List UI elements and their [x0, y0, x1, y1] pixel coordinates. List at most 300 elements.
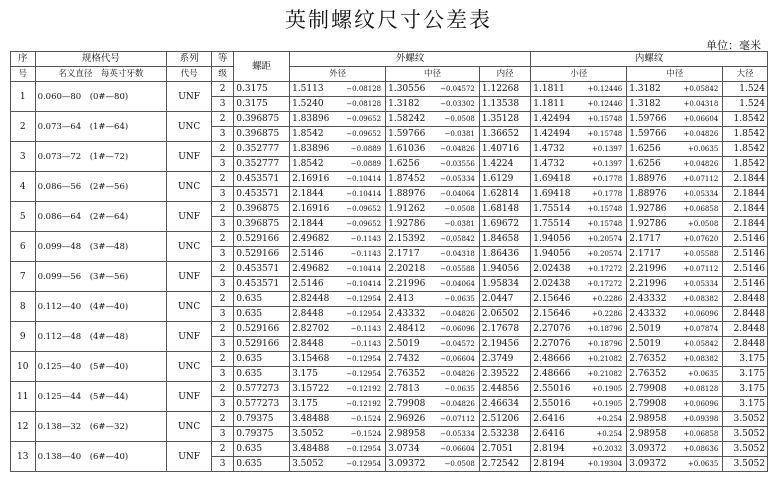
ext-minor-cell: 1.4224 — [479, 157, 530, 172]
series-code: UNF — [167, 442, 212, 472]
table-row — [11, 292, 768, 307]
series-code: UNC — [167, 412, 212, 442]
int-pitch-cell — [627, 337, 723, 352]
ext-minor-cell: 2.44856 — [479, 382, 530, 397]
ext-pitch-cell — [386, 292, 480, 307]
int-pitch-cell — [627, 442, 723, 457]
ext-pitch-cell — [386, 172, 480, 187]
int-pitch-tolerance: +0.08128 — [683, 385, 719, 393]
ext-pitch-value: 1.61036 — [388, 144, 426, 154]
int-minor-tolerance: +0.1397 — [591, 160, 623, 168]
spec-code: 0.112—48 (4#—48) — [35, 322, 167, 352]
int-pitch-cell — [627, 187, 723, 202]
int-minor-cell — [531, 112, 627, 127]
int-pitch-value: 1.88976 — [629, 189, 667, 199]
row-number: 10 — [11, 352, 36, 382]
pitch-cell: 0.529166 — [234, 322, 290, 337]
grade-cell: 3 — [211, 337, 233, 352]
int-minor-tolerance: +0.20574 — [587, 250, 623, 258]
pitch-cell: 0.79375 — [234, 412, 290, 427]
int-minor-tolerance: +0.254 — [596, 430, 623, 438]
ext-pitch-tolerance: −0.04826 — [440, 310, 475, 318]
ext-major-cell — [290, 427, 386, 442]
table-row — [11, 142, 768, 157]
int-minor-value: 2.27076 — [533, 324, 571, 334]
table-row — [11, 82, 768, 97]
ext-major-value: 2.49682 — [292, 234, 330, 244]
ext-pitch-cell — [386, 112, 480, 127]
ext-pitch-cell — [386, 397, 480, 412]
header-ext-major: 外径 — [290, 67, 386, 82]
int-pitch-tolerance: +0.06604 — [683, 115, 719, 123]
int-major-cell: 2.1844 — [723, 187, 768, 202]
ext-major-tolerance: −0.1143 — [350, 235, 382, 243]
ext-major-tolerance: −0.09652 — [346, 205, 382, 213]
int-pitch-tolerance: +0.09398 — [683, 415, 719, 423]
ext-minor-cell: 1.36652 — [479, 127, 530, 142]
int-major-cell: 1.8542 — [723, 142, 768, 157]
ext-major-cell — [290, 457, 386, 472]
int-minor-tolerance: +0.15748 — [587, 205, 623, 213]
ext-major-value: 3.15722 — [292, 384, 330, 394]
series-code: UNC — [167, 232, 212, 262]
grade-cell: 3 — [211, 217, 233, 232]
ext-major-value: 2.5146 — [292, 279, 324, 289]
int-minor-tolerance: +0.18796 — [587, 340, 623, 348]
header-series-2: 代号 — [167, 67, 212, 82]
int-pitch-value: 1.59766 — [629, 114, 667, 124]
int-minor-cell — [531, 337, 627, 352]
grade-cell: 2 — [211, 232, 233, 247]
pitch-cell: 0.352777 — [234, 142, 290, 157]
pitch-cell: 0.396875 — [234, 127, 290, 142]
unit-label: 单位：毫米 — [706, 39, 761, 52]
ext-major-cell — [290, 202, 386, 217]
ext-major-value: 1.8542 — [292, 159, 324, 169]
spec-code: 0.138—32 (6#—32) — [35, 412, 167, 442]
int-pitch-value: 1.6256 — [629, 159, 661, 169]
ext-pitch-cell — [386, 457, 480, 472]
int-pitch-tolerance: +0.05334 — [683, 190, 719, 198]
spec-code: 0.073—72 (1#—72) — [35, 142, 167, 172]
int-major-cell: 2.5146 — [723, 232, 768, 247]
ext-major-cell — [290, 397, 386, 412]
ext-major-cell — [290, 127, 386, 142]
table-row — [11, 442, 768, 457]
ext-pitch-tolerance: −0.04064 — [440, 190, 475, 198]
spec-code: 0.125—44 (5#—44) — [35, 382, 167, 412]
ext-pitch-value: 2.79908 — [388, 399, 426, 409]
ext-major-value: 1.83896 — [292, 144, 330, 154]
int-minor-cell — [531, 157, 627, 172]
int-minor-cell — [531, 127, 627, 142]
ext-pitch-tolerance: −0.05842 — [440, 235, 475, 243]
int-pitch-value: 2.98958 — [629, 414, 667, 424]
spec-code: 0.086—56 (2#—56) — [35, 172, 167, 202]
int-minor-cell — [531, 352, 627, 367]
int-pitch-value: 2.5019 — [629, 324, 661, 334]
int-major-cell: 1.8542 — [723, 112, 768, 127]
ext-major-value: 2.5146 — [292, 249, 324, 259]
int-minor-tolerance: +0.1905 — [591, 385, 623, 393]
int-pitch-tolerance: +0.0635 — [687, 145, 719, 153]
ext-pitch-tolerance: −0.05334 — [440, 175, 475, 183]
ext-minor-cell: 1.94056 — [479, 262, 530, 277]
int-pitch-cell — [627, 142, 723, 157]
ext-pitch-tolerance: −0.05334 — [440, 430, 475, 438]
int-pitch-tolerance: +0.05842 — [683, 340, 719, 348]
int-pitch-tolerance: +0.0635 — [687, 460, 719, 468]
ext-pitch-value: 1.87452 — [388, 174, 426, 184]
spec-code: 0.138—40 (6#—40) — [35, 442, 167, 472]
series-code: UNC — [167, 292, 212, 322]
ext-pitch-cell — [386, 247, 480, 262]
ext-pitch-value: 2.76352 — [388, 369, 426, 379]
page-title: 英制螺纹尺寸公差表 — [285, 8, 492, 32]
int-minor-tolerance: +0.15748 — [587, 220, 623, 228]
ext-major-tolerance: −0.0889 — [350, 145, 382, 153]
ext-minor-cell: 2.06502 — [479, 307, 530, 322]
header-ext-pitch: 中径 — [386, 67, 480, 82]
grade-cell: 2 — [211, 412, 233, 427]
int-major-cell: 1.8542 — [723, 127, 768, 142]
ext-pitch-value: 1.59766 — [388, 129, 426, 139]
int-major-cell: 2.8448 — [723, 307, 768, 322]
header-seq: 序 — [11, 52, 36, 67]
row-number: 9 — [11, 322, 36, 352]
ext-major-cell — [290, 157, 386, 172]
int-minor-tolerance: +0.2286 — [591, 310, 623, 318]
ext-major-tolerance: −0.0889 — [350, 160, 382, 168]
int-major-cell: 1.524 — [723, 97, 768, 112]
int-minor-cell — [531, 457, 627, 472]
ext-major-cell — [290, 367, 386, 382]
header-external-thread: 外螺纹 — [290, 52, 531, 67]
ext-pitch-value: 1.88976 — [388, 189, 426, 199]
int-minor-tolerance: +0.2032 — [591, 445, 623, 453]
int-pitch-cell — [627, 367, 723, 382]
ext-major-tolerance: −0.12954 — [346, 370, 382, 378]
int-pitch-cell — [627, 457, 723, 472]
ext-major-cell — [290, 352, 386, 367]
ext-major-value: 1.83896 — [292, 114, 330, 124]
ext-major-cell — [290, 322, 386, 337]
int-pitch-tolerance: +0.06858 — [683, 205, 719, 213]
grade-cell: 3 — [211, 187, 233, 202]
pitch-cell: 0.635 — [234, 352, 290, 367]
ext-minor-cell: 1.12268 — [479, 82, 530, 97]
pitch-cell: 0.3175 — [234, 97, 290, 112]
ext-pitch-value: 2.15392 — [388, 234, 426, 244]
ext-major-tolerance: −0.1524 — [350, 430, 382, 438]
int-minor-value: 2.55016 — [533, 384, 571, 394]
int-pitch-cell — [627, 232, 723, 247]
series-code: UNF — [167, 202, 212, 232]
int-pitch-cell — [627, 172, 723, 187]
spec-code: 0.099—48 (3#—48) — [35, 232, 167, 262]
ext-major-cell — [290, 217, 386, 232]
ext-pitch-tolerance: −0.04826 — [440, 370, 475, 378]
series-code: UNF — [167, 262, 212, 292]
int-pitch-cell — [627, 217, 723, 232]
ext-major-cell — [290, 187, 386, 202]
ext-pitch-cell — [386, 232, 480, 247]
ext-major-cell — [290, 277, 386, 292]
ext-pitch-value: 3.09372 — [388, 459, 426, 469]
int-pitch-cell — [627, 277, 723, 292]
pitch-cell: 0.635 — [234, 292, 290, 307]
int-minor-value: 2.6416 — [533, 429, 565, 439]
int-minor-tolerance: +0.18796 — [587, 325, 623, 333]
ext-minor-cell: 2.17678 — [479, 322, 530, 337]
int-minor-value: 2.8194 — [533, 459, 565, 469]
int-minor-value: 1.75514 — [533, 204, 571, 214]
row-number: 13 — [11, 442, 36, 472]
ext-major-value: 1.8542 — [292, 129, 324, 139]
ext-major-cell — [290, 412, 386, 427]
ext-major-tolerance: −0.12192 — [346, 400, 382, 408]
int-pitch-value: 2.21996 — [629, 264, 667, 274]
ext-major-tolerance: −0.08128 — [346, 85, 382, 93]
int-pitch-tolerance: +0.07112 — [683, 265, 719, 273]
ext-pitch-cell — [386, 382, 480, 397]
ext-pitch-cell — [386, 262, 480, 277]
ext-pitch-tolerance: −0.0508 — [444, 205, 475, 213]
int-minor-value: 1.4732 — [533, 159, 565, 169]
int-minor-tolerance: +0.15748 — [587, 115, 623, 123]
int-minor-cell — [531, 172, 627, 187]
ext-major-cell — [290, 172, 386, 187]
int-minor-cell — [531, 412, 627, 427]
int-minor-cell — [531, 397, 627, 412]
grade-cell: 2 — [211, 112, 233, 127]
ext-major-tolerance: −0.09652 — [346, 130, 382, 138]
row-number: 2 — [11, 112, 36, 142]
table-row — [11, 352, 768, 367]
grade-cell: 2 — [211, 262, 233, 277]
ext-major-value: 2.1844 — [292, 189, 324, 199]
int-pitch-cell — [627, 82, 723, 97]
ext-pitch-value: 2.21996 — [388, 279, 426, 289]
int-pitch-value: 2.43332 — [629, 309, 667, 319]
int-minor-tolerance: +0.20574 — [587, 235, 623, 243]
int-minor-tolerance: +0.17272 — [587, 265, 623, 273]
ext-pitch-tolerance: −0.0635 — [444, 295, 475, 303]
ext-major-cell — [290, 337, 386, 352]
int-minor-value: 2.27076 — [533, 339, 571, 349]
int-pitch-value: 2.43332 — [629, 294, 667, 304]
int-pitch-value: 2.76352 — [629, 354, 667, 364]
int-pitch-cell — [627, 307, 723, 322]
ext-major-cell — [290, 97, 386, 112]
row-number: 11 — [11, 382, 36, 412]
int-minor-value: 2.8194 — [533, 444, 565, 454]
int-major-cell: 3.175 — [723, 382, 768, 397]
int-major-cell: 1.8542 — [723, 157, 768, 172]
pitch-cell: 0.529166 — [234, 232, 290, 247]
ext-major-cell — [290, 442, 386, 457]
int-minor-tolerance: +0.1778 — [591, 175, 623, 183]
int-minor-tolerance: +0.15748 — [587, 130, 623, 138]
ext-pitch-tolerance: −0.07112 — [440, 415, 475, 423]
ext-major-value: 2.8448 — [292, 309, 324, 319]
int-pitch-cell — [627, 382, 723, 397]
ext-pitch-value: 2.7432 — [388, 354, 420, 364]
int-minor-value: 1.69418 — [533, 174, 571, 184]
int-major-cell: 3.5052 — [723, 457, 768, 472]
int-minor-cell — [531, 97, 627, 112]
int-pitch-cell — [627, 262, 723, 277]
header-int-pitch: 中径 — [627, 67, 723, 82]
pitch-cell: 0.577273 — [234, 382, 290, 397]
int-pitch-tolerance: +0.08382 — [683, 355, 719, 363]
int-pitch-tolerance: +0.04318 — [683, 100, 719, 108]
int-pitch-value: 2.79908 — [629, 399, 667, 409]
int-pitch-tolerance: +0.08382 — [683, 295, 719, 303]
pitch-cell: 0.635 — [234, 367, 290, 382]
int-pitch-tolerance: +0.04826 — [683, 160, 719, 168]
header-int-major: 大径 — [723, 67, 768, 82]
ext-minor-cell: 2.46634 — [479, 397, 530, 412]
ext-pitch-tolerance: −0.04572 — [440, 340, 475, 348]
int-pitch-value: 2.79908 — [629, 384, 667, 394]
int-pitch-tolerance: +0.07620 — [683, 235, 719, 243]
ext-pitch-tolerance: −0.0508 — [444, 460, 475, 468]
int-pitch-cell — [627, 247, 723, 262]
ext-pitch-tolerance: −0.06604 — [440, 355, 475, 363]
int-pitch-cell — [627, 97, 723, 112]
grade-cell: 2 — [211, 82, 233, 97]
header-series: 系列 — [167, 52, 212, 67]
ext-minor-cell: 1.35128 — [479, 112, 530, 127]
int-minor-value: 2.48666 — [533, 354, 571, 364]
int-pitch-cell — [627, 427, 723, 442]
ext-minor-cell: 1.84658 — [479, 232, 530, 247]
int-minor-value: 2.6416 — [533, 414, 565, 424]
ext-pitch-cell — [386, 322, 480, 337]
row-number: 6 — [11, 232, 36, 262]
ext-major-cell — [290, 307, 386, 322]
header-grade: 等 — [211, 52, 233, 67]
grade-cell: 2 — [211, 382, 233, 397]
pitch-cell: 0.529166 — [234, 247, 290, 262]
spec-code: 0.112—40 (4#—40) — [35, 292, 167, 322]
int-minor-value: 2.02438 — [533, 279, 571, 289]
int-minor-cell — [531, 247, 627, 262]
grade-cell: 2 — [211, 292, 233, 307]
int-pitch-cell — [627, 202, 723, 217]
ext-pitch-value: 1.3182 — [388, 99, 420, 109]
ext-pitch-tolerance: −0.04064 — [440, 280, 475, 288]
spec-code: 0.060—80 (0#—80) — [35, 82, 167, 112]
int-minor-tolerance: +0.1778 — [591, 190, 623, 198]
table-row — [11, 412, 768, 427]
ext-major-tolerance: −0.1143 — [350, 325, 382, 333]
int-minor-cell — [531, 82, 627, 97]
ext-pitch-value: 2.1717 — [388, 249, 420, 259]
int-minor-tolerance: +0.254 — [596, 415, 623, 423]
ext-pitch-value: 2.96926 — [388, 414, 426, 424]
ext-major-value: 3.48488 — [292, 414, 330, 424]
int-pitch-value: 2.1717 — [629, 234, 661, 244]
int-minor-tolerance: +0.12446 — [587, 100, 623, 108]
grade-cell: 3 — [211, 397, 233, 412]
int-pitch-cell — [627, 412, 723, 427]
ext-major-tolerance: −0.1143 — [350, 250, 382, 258]
grade-cell: 3 — [211, 307, 233, 322]
ext-major-tolerance: −0.12954 — [346, 460, 382, 468]
ext-minor-cell: 1.69672 — [479, 217, 530, 232]
pitch-cell: 0.352777 — [234, 157, 290, 172]
header-ext-minor: 内径 — [479, 67, 530, 82]
ext-major-value: 2.16916 — [292, 174, 330, 184]
int-pitch-tolerance: +0.08636 — [683, 445, 719, 453]
ext-major-tolerance: −0.1524 — [350, 415, 382, 423]
int-pitch-cell — [627, 157, 723, 172]
int-pitch-value: 1.92786 — [629, 219, 667, 229]
series-code: UNC — [167, 112, 212, 142]
int-major-cell: 2.8448 — [723, 337, 768, 352]
int-pitch-tolerance: +0.04826 — [683, 130, 719, 138]
ext-major-value: 2.82448 — [292, 294, 330, 304]
int-pitch-value: 1.3182 — [629, 99, 661, 109]
ext-minor-cell: 1.40716 — [479, 142, 530, 157]
int-minor-tolerance: +0.21082 — [587, 370, 623, 378]
int-pitch-tolerance: +0.0508 — [687, 220, 719, 228]
row-number: 8 — [11, 292, 36, 322]
series-code: UNC — [167, 352, 212, 382]
int-pitch-tolerance: +0.07874 — [683, 325, 719, 333]
int-pitch-value: 3.09372 — [629, 459, 667, 469]
int-minor-cell — [531, 292, 627, 307]
ext-major-tolerance: −0.10414 — [346, 280, 382, 288]
ext-major-value: 3.5052 — [292, 429, 324, 439]
int-pitch-value: 2.98958 — [629, 429, 667, 439]
ext-major-value: 3.5052 — [292, 459, 324, 469]
ext-pitch-tolerance: −0.0381 — [444, 130, 475, 138]
spec-code: 0.099—56 (3#—56) — [35, 262, 167, 292]
int-major-cell: 2.8448 — [723, 292, 768, 307]
ext-major-tolerance: −0.12954 — [346, 295, 382, 303]
ext-pitch-tolerance: −0.04826 — [440, 400, 475, 408]
table-row — [11, 202, 768, 217]
ext-major-value: 2.49682 — [292, 264, 330, 274]
grade-cell: 3 — [211, 97, 233, 112]
ext-major-tolerance: −0.1143 — [350, 340, 382, 348]
ext-minor-cell: 2.19456 — [479, 337, 530, 352]
int-minor-cell — [531, 277, 627, 292]
row-number: 3 — [11, 142, 36, 172]
header-internal-thread: 内螺纹 — [531, 52, 768, 67]
int-minor-tolerance: +0.21082 — [587, 355, 623, 363]
int-pitch-value: 2.5019 — [629, 339, 661, 349]
int-pitch-tolerance: +0.0635 — [687, 370, 719, 378]
ext-major-tolerance: −0.09652 — [346, 220, 382, 228]
ext-minor-cell: 1.62814 — [479, 187, 530, 202]
ext-pitch-cell — [386, 157, 480, 172]
int-minor-cell — [531, 307, 627, 322]
int-minor-tolerance: +0.19304 — [587, 460, 623, 468]
int-pitch-value: 1.59766 — [629, 129, 667, 139]
ext-pitch-cell — [386, 352, 480, 367]
int-major-cell: 3.175 — [723, 367, 768, 382]
row-number: 7 — [11, 262, 36, 292]
int-major-cell: 3.5052 — [723, 412, 768, 427]
ext-pitch-tolerance: −0.0508 — [444, 115, 475, 123]
ext-minor-cell: 2.39522 — [479, 367, 530, 382]
int-pitch-value: 1.92786 — [629, 204, 667, 214]
int-pitch-tolerance: +0.06096 — [683, 400, 719, 408]
